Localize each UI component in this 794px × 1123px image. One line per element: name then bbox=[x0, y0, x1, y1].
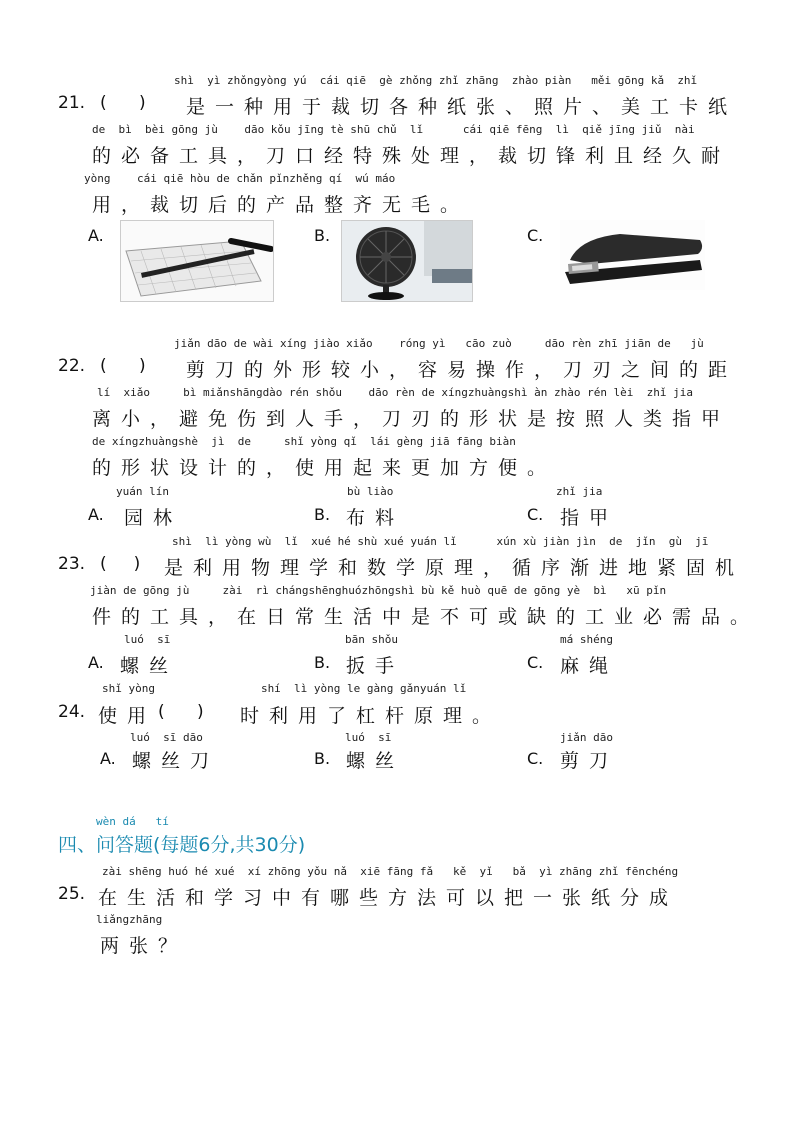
q23-option-a-text[interactable]: 螺丝 bbox=[120, 655, 179, 677]
q22-pinyin-3: de xíngzhuàngshè jì de shǐ yòng qǐ lái gèng jiā fāng biàn bbox=[92, 435, 516, 448]
q23-number: 23. bbox=[58, 554, 86, 574]
stapler-icon bbox=[560, 220, 705, 290]
q23-c-pinyin: má shéng bbox=[560, 633, 613, 646]
q23-text-2: 件的工具，在日常生活中是不可或缺的工业必需品。 bbox=[92, 606, 760, 628]
q21-pinyin-3: yòng cái qiē hòu de chǎn pǐnzhěng qí wú máo bbox=[84, 172, 396, 185]
fan-icon bbox=[342, 221, 472, 301]
q24-c-pinyin: jiǎn dāo bbox=[560, 731, 613, 744]
q24-option-b-text[interactable]: 螺丝 bbox=[346, 750, 405, 772]
section-4-pinyin: wèn dá tí bbox=[96, 815, 169, 828]
q23-pinyin-1: shì lì yòng wù lǐ xué hé shù xué yuán lǐ xún xù jiàn jìn de jǐn gù jī bbox=[172, 535, 709, 548]
q22-option-c-text[interactable]: 指甲 bbox=[560, 507, 619, 529]
q23-option-b-text[interactable]: 扳手 bbox=[346, 655, 405, 677]
q24-option-b-label[interactable]: B. bbox=[314, 749, 331, 768]
q23-option-b-label[interactable]: B. bbox=[314, 653, 331, 672]
q21-text-1: 是一种用于裁切各种纸张、照片、美工卡纸 bbox=[186, 96, 738, 118]
q21-answer-blank[interactable]: ( ) bbox=[100, 93, 146, 113]
q22-option-b-text[interactable]: 布料 bbox=[346, 507, 405, 529]
q25-number: 25. bbox=[58, 884, 86, 904]
q21-number: 21. bbox=[58, 93, 86, 113]
q23-b-pinyin: bān shǒu bbox=[345, 633, 398, 646]
q24-number: 24. bbox=[58, 702, 86, 722]
q24-text-b: 时利用了杠杆原理。 bbox=[240, 705, 502, 727]
q21-pinyin-1: shì yì zhǒngyòng yú cái qiē gè zhǒng zhǐ zhāng zhào piàn měi gōng kǎ zhǐ bbox=[174, 74, 698, 87]
q22-answer-blank[interactable]: ( ) bbox=[100, 356, 146, 376]
q25-text-2: 两张？ bbox=[100, 935, 188, 957]
q21-text-3: 用，裁切后的产品整齐无毛。 bbox=[92, 194, 470, 216]
q25-text-1: 在生活和学习中有哪些方法可以把一张纸分成 bbox=[98, 887, 679, 909]
q22-option-a-text[interactable]: 园林 bbox=[124, 507, 183, 529]
q22-option-b-label[interactable]: B. bbox=[314, 505, 331, 524]
q24-option-c-label[interactable]: C. bbox=[527, 749, 544, 768]
q22-number: 22. bbox=[58, 356, 86, 376]
q22-text-1: 剪刀的外形较小，容易操作，刀刃之间的距 bbox=[186, 359, 738, 381]
q22-pinyin-2: lí xiǎo bì miǎnshāngdào rén shǒu dāo rèn de xíngzhuàngshì àn zhào rén lèi zhǐ jia bbox=[97, 386, 694, 399]
section-4-heading: 四、问答题(每题6分,共30分) bbox=[58, 834, 306, 856]
q24-option-c-text[interactable]: 剪刀 bbox=[560, 750, 619, 772]
q25-pinyin-1: zài shēng huó hé xué xí zhōng yǒu nǎ xiē fāng fǎ kě yǐ bǎ yì zhāng zhǐ fēnchéng bbox=[102, 865, 679, 878]
q24-a-pinyin: luó sī dāo bbox=[130, 731, 203, 744]
q22-a-pinyin: yuán lín bbox=[116, 485, 169, 498]
q23-pinyin-2: jiàn de gōng jù zài rì chángshēnghuózhōngshì bù kě huò quē de gōng yè bì xū pǐn bbox=[90, 584, 667, 597]
paper-cutter-icon bbox=[121, 221, 273, 301]
q22-text-3: 的形状设计的，使用起来更加方便。 bbox=[92, 457, 557, 479]
q21-option-c-label[interactable]: C. bbox=[527, 226, 544, 245]
q22-pinyin-1: jiǎn dāo de wài xíng jiào xiǎo róng yì cāo zuò dāo rèn zhī jiān de jù bbox=[174, 337, 704, 350]
q21-option-b-label[interactable]: B. bbox=[314, 226, 331, 245]
q21-pinyin-2: de bì bèi gōng jù dāo kǒu jīng tè shū chǔ lǐ cái qiē fēng lì qiě jīng jiǔ nài bbox=[92, 123, 695, 136]
q24-b-pinyin: luó sī bbox=[345, 731, 392, 744]
q23-answer-blank[interactable]: ( ) bbox=[100, 554, 141, 574]
q22-text-2: 离小，避免伤到人手，刀刃的形状是按照人类指甲 bbox=[92, 408, 731, 430]
desk-fan-image bbox=[341, 220, 473, 302]
stapler-image bbox=[560, 220, 705, 290]
q23-option-a-label[interactable]: A. bbox=[88, 653, 104, 672]
q21-option-a-label[interactable]: A. bbox=[88, 226, 104, 245]
q25-pinyin-2: liǎngzhāng bbox=[96, 913, 163, 926]
q22-c-pinyin: zhǐ jia bbox=[556, 485, 603, 498]
q24-option-a-label[interactable]: A. bbox=[100, 749, 116, 768]
q24-pinyin-1: shǐ yòng shí lì yòng le gàng gǎnyuán lǐ bbox=[102, 682, 467, 695]
q22-b-pinyin: bù liào bbox=[347, 485, 394, 498]
q24-text-a: 使用 bbox=[98, 705, 157, 727]
q22-option-a-label[interactable]: A. bbox=[88, 505, 104, 524]
q24-option-a-text[interactable]: 螺丝刀 bbox=[132, 750, 220, 772]
q23-option-c-label[interactable]: C. bbox=[527, 653, 544, 672]
q23-option-c-text[interactable]: 麻绳 bbox=[560, 655, 619, 677]
q22-option-c-label[interactable]: C. bbox=[527, 505, 544, 524]
paper-cutter-image bbox=[120, 220, 274, 302]
q24-answer-blank[interactable]: ( ) bbox=[158, 702, 204, 722]
q23-a-pinyin: luó sī bbox=[124, 633, 171, 646]
q21-text-2: 的必备工具，刀口经特殊处理，裁切锋利且经久耐 bbox=[92, 145, 731, 167]
q23-text-1: 是利用物理学和数学原理，循序渐进地紧固机 bbox=[164, 557, 745, 579]
